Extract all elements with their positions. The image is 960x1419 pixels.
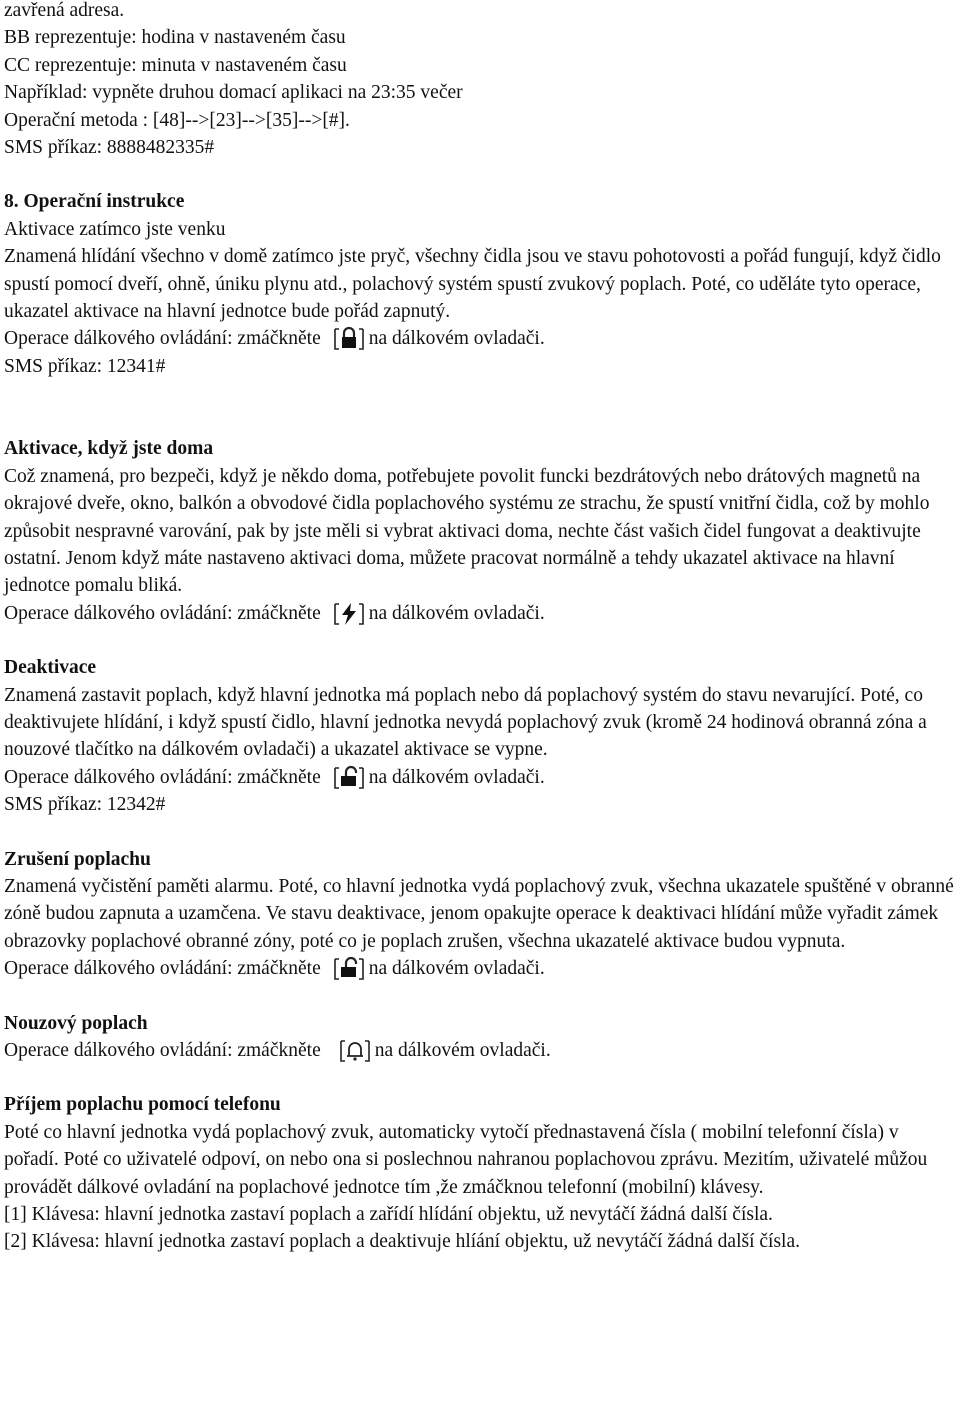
document-page [4,0,956,1256]
section-heading: Aktivace, když jste doma [4,438,214,460]
intro-line: BB reprezentuje: hodina v nastaveném času [4,27,346,49]
paragraph: Poté co hlavní jednotka vydá poplachový zvuk, automaticky vytočí přednastavená čísla ( mobilní telefonní čísla) v pořadí. Poté co uživatelé odpoví, on nebo ona si poslechnou nahranou poplachovou zprávu. Mezitím, uživatelé můžou provádět dálkové ovladání na poplachové jednotce tím ,že zmáčknou telefonní (mobilní) klávesy. [4,1121,928,1198]
remote-instruction: Operace dálkového ovládání: zmáčkněte na dálkovém ovladači. [4,1040,551,1061]
key-item: [1] Klávesa: hlavní jednotka zastaví poplach a zařídí hlídání objektu, už nevytáčí žádná další čísla. [4,1204,773,1226]
subheading: Aktivace zatímco jste venku [4,218,226,240]
intro-line: Například: vypněte druhou domací aplikaci na 23:35 večer [4,82,463,104]
sms-command: SMS příkaz: 12341# [4,355,166,377]
lock-open-icon [333,765,365,789]
bell-icon [339,1038,371,1062]
remote-instruction: Operace dálkového ovládání: zmáčkněte na dálkovém ovladači. [4,766,545,788]
key-item: [2] Klávesa: hlavní jednotka zastaví poplach a deaktivuje hlíání objektu, už nevytáčí žádná další čísla. [4,1231,800,1253]
sms-command: SMS příkaz: 12342# [4,794,166,816]
lock-open-icon [333,956,365,980]
remote-instruction: Operace dálkového ovládání: zmáčkněte na dálkovém ovladači. [4,328,545,350]
intro-line: zavřená adresa. [4,0,125,21]
section-heading: 8. Operační instrukce [4,191,185,213]
intro-line: Operační metoda : [48]-->[23]-->[35]-->[#]. [4,109,350,131]
section-heading: Nouzový poplach [4,1012,148,1034]
paragraph: Znamená vyčistění paměti alarmu. Poté, co hlavní jednotka vydá poplachový zvuk, všechna ukazatele spuštěné v obranné zóně budou zapnuta a uzamčena. Ve stavu deaktivace, jenom opakujte operace k deaktivaci hlídání může vyřadit zámek obrazovky poplachové obranné zóny, poté co je poplach zrušen, všechna ukazatelé aktivace budou vypnuta. [4,875,954,952]
lock-closed-icon [333,326,365,350]
intro-line: CC reprezentuje: minuta v nastaveném času [4,54,347,76]
section-heading: Příjem poplachu pomocí telefonu [4,1094,281,1116]
section-heading: Zrušení poplachu [4,848,151,870]
remote-instruction: Operace dálkového ovládání: zmáčkněte na dálkovém ovladači. [4,958,545,980]
remote-instruction: Operace dálkového ovládání: zmáčkněte na dálkovém ovladači. [4,602,545,624]
paragraph: Což znamená, pro bezpeči, když je někdo doma, potřebujete povolit funcki bezdrátových nebo drátových magnetů na okrajové dveře, okno, balkón a obvodové čidla poplachového systému ze strachu, že spustí vnitřní čidla, což by mohlo způsobit nespravné varování, pak by jste měli si vybrat aktivaci doma, nechte část vašich čidel fungovat a deaktivujte ostatní. Jenom když máte nastaveno aktivaci doma, můžete pracovat normálně a tehdy ukazatel aktivace na hlavní jednotce pomalu bliká. [4,465,930,597]
section-heading: Deaktivace [4,657,97,679]
paragraph: Znamená hlídání všechno v domě zatímco jste pryč, všechny čidla jsou ve stavu pohotovosti a pořád fungují, když čidlo spustí pomocí dveří, ohně, úniku plynu atd., polachový systém spustí zvukový poplach. Poté, co uděláte tyto operace, ukazatel aktivace na hlavní jednotce bude pořád zapnutý. [4,246,941,323]
intro-line: SMS příkaz: 8888482335# [4,137,215,159]
lightning-icon [333,601,365,625]
paragraph: Znamená zastavit poplach, když hlavní jednotka má poplach nebo dá poplachový systém do stavu nevarující. Poté, co deaktivujete hlídání, i když spustí čidlo, hlavní jednotka nevydá poplachový zvuk (kromě 24 hodinová obranná zóna a nouzové tlačítko na dálkovém ovladači) a ukazatel aktivace se vypne. [4,684,927,761]
